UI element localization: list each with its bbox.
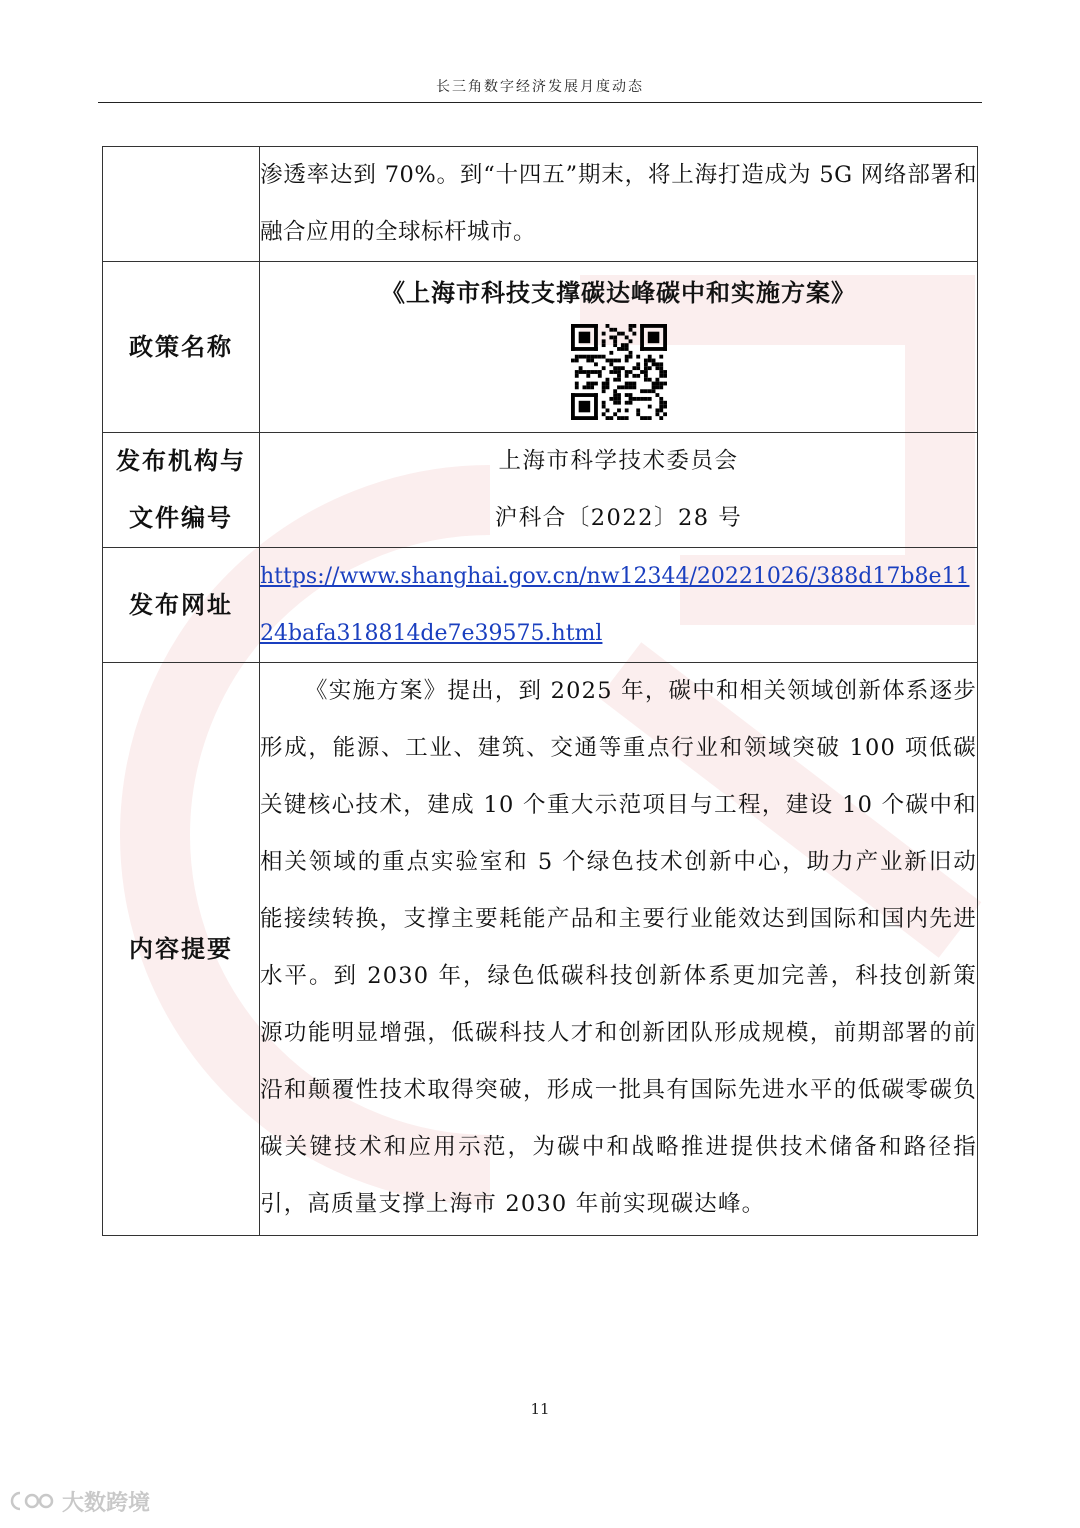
policy-name-label: 政策名称	[103, 262, 260, 433]
issuer-org: 上海市科学技术委员会	[498, 448, 739, 474]
row-continuation	[103, 147, 978, 262]
row-policy-name	[103, 262, 978, 433]
url-cell	[260, 548, 978, 663]
summary-text: 《实施方案》提出，到 2025 年，碳中和相关领域创新体系逐步形成，能源、工业、建筑、交通等重点行业和领域突破 100 项低碳关键核心技术，建成 10 个重大示范项目与工程，建设 10 个碳中和相关领域的重点实验室和 5 个绿色技术创新中心，助力产业新旧动能接续转换，支撑主要耗能产品和主要行业能效达到国际和国内先进水平。到 2030 年，绿色低碳科技创新体系更加完善，科技创新策源功能明显增强，低碳科技人才和创新团队形成规模，前期部署的前沿和颠覆性技术取得突破，形成一批具有国际先进水平的低碳零碳负碳关键技术和应用示范，为碳中和战略推进提供技术储备和路径指引，高质量支撑上海市 2030 年前实现碳达峰。	[260, 678, 977, 1217]
url-label: 发布网址	[103, 548, 260, 663]
document-number: 沪科合〔2022〕28 号	[494, 505, 743, 531]
row-url	[103, 548, 978, 663]
continuation-text: 渗透率达到 70%。到“十四五”期末，将上海打造成为 5G 网络部署和融合应用的全球标杆城市。	[260, 147, 978, 262]
policy-name-cell	[260, 262, 978, 433]
brand-logo-icon	[10, 1489, 56, 1513]
row-summary	[103, 663, 978, 1236]
row-issuer	[103, 433, 978, 548]
issuer-cell	[260, 433, 978, 548]
empty-label-cell	[103, 147, 260, 262]
issuer-label	[103, 433, 260, 548]
footer-brand	[10, 1486, 150, 1516]
summary-cell	[260, 663, 978, 1236]
policy-title: 《上海市科技支撑碳达峰碳中和实施方案》	[381, 279, 856, 307]
page-header: 长三角数字经济发展月度动态	[98, 76, 982, 103]
issuer-label-line2: 文件编号	[129, 504, 233, 532]
issuer-label-line1: 发布机构与	[116, 447, 246, 475]
brand-name: 大数跨境	[62, 1490, 151, 1516]
page-number: 11	[530, 1400, 550, 1418]
summary-label: 内容提要	[103, 663, 260, 1236]
policy-table	[102, 146, 978, 1236]
publish-url-link[interactable]: https://www.shanghai.gov.cn/nw12344/20221026/388d17b8e1124bafa318814de7e39575.html	[260, 564, 970, 646]
qr-code-icon[interactable]	[571, 324, 667, 420]
